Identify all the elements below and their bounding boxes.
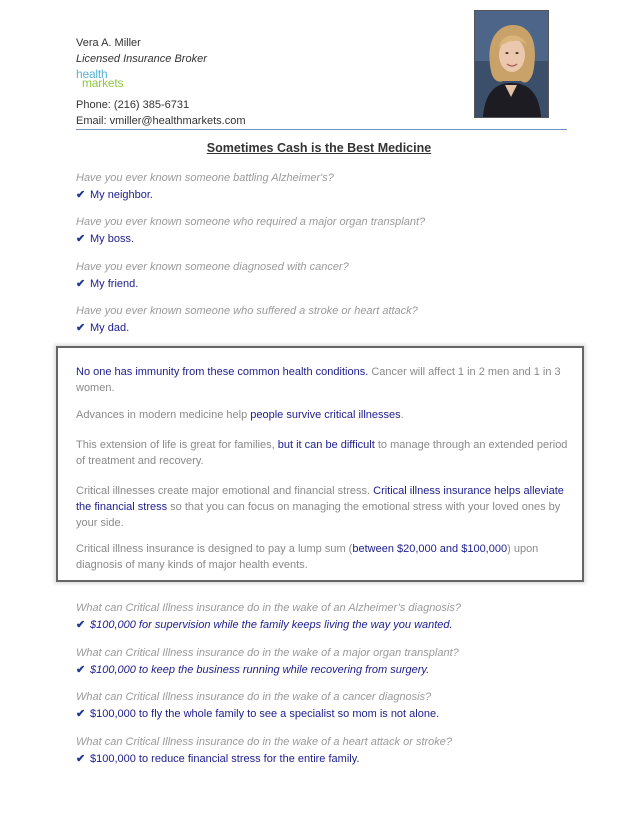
document-title: Sometimes Cash is the Best Medicine — [206, 141, 432, 155]
info-paragraph: This extension of life is great for families, but it can be difficult to manage through an extended period of treatment and recovery. — [76, 439, 568, 467]
answer-text: My friend. — [90, 278, 139, 290]
benefit-item — [76, 736, 452, 765]
benefit-answer-row — [76, 663, 459, 676]
broker-name: Vera A. Miller — [76, 37, 141, 49]
healthmarkets-logo — [76, 67, 125, 91]
question-text: Have you ever known someone who suffered a stroke or heart attack? — [76, 305, 418, 317]
question-item — [76, 261, 349, 290]
answer-row — [76, 232, 425, 245]
benefit-answer-row — [76, 752, 452, 765]
info-paragraph: No one has immunity from these common health conditions. Cancer will affect 1 in 2 men and 1 in 3 women. — [76, 366, 561, 394]
question-item — [76, 305, 418, 334]
logo-health-text: health — [76, 67, 108, 81]
answer-row — [76, 277, 349, 290]
question-text: Have you ever known someone diagnosed with cancer? — [76, 261, 349, 273]
benefit-question: What can Critical Illness insurance do in the wake of an Alzheimer’s diagnosis? — [76, 602, 461, 614]
question-item — [76, 216, 425, 245]
check-icon: ✔ — [76, 753, 86, 765]
answer-text: My boss. — [90, 233, 135, 245]
phone-number: Phone: (216) 385-6731 — [76, 99, 190, 111]
check-icon: ✔ — [76, 189, 86, 201]
benefit-question: What can Critical Illness insurance do in the wake of a cancer diagnosis? — [76, 691, 432, 703]
benefit-question: What can Critical Illness insurance do in the wake of a heart attack or stroke? — [76, 736, 453, 748]
benefit-answer: $100,000 to keep the business running while recovering from surgery. — [90, 664, 430, 676]
benefit-answer: $100,000 to fly the whole family to see a specialist so mom is not alone. — [90, 708, 440, 720]
question-text: Have you ever known someone battling Alzheimer's? — [76, 172, 334, 184]
broker-photo — [474, 10, 549, 118]
benefit-item — [76, 647, 459, 676]
benefit-answer: $100,000 to reduce financial stress for the entire family. — [90, 753, 360, 765]
logo-markets-text: markets. — [82, 76, 125, 90]
benefit-item — [76, 691, 439, 720]
answer-text: My dad. — [90, 322, 130, 334]
check-icon: ✔ — [76, 322, 86, 334]
info-paragraph: Critical illnesses create major emotional and financial stress. Critical illness insurance helps alleviate the financial stress so that you can focus on managing the emotional stress with your loved ones by your side. — [76, 485, 564, 529]
check-icon: ✔ — [76, 664, 86, 676]
benefit-answer-row — [76, 618, 461, 631]
check-icon: ✔ — [76, 233, 86, 245]
benefit-answer: $100,000 for supervision while the family keeps living the way you wanted. — [90, 619, 453, 631]
benefit-item — [76, 602, 461, 631]
check-icon: ✔ — [76, 619, 86, 631]
info-paragraph: Advances in modern medicine help people survive critical illnesses. — [76, 409, 404, 421]
answer-text: My neighbor. — [90, 189, 153, 201]
benefit-answer-row — [76, 707, 439, 720]
check-icon: ✔ — [76, 278, 86, 290]
answer-row — [76, 188, 334, 201]
info-paragraph: Critical illness insurance is designed to pay a lump sum (between $20,000 and $100,000) upon diagnosis of many kinds of major health events. — [76, 543, 539, 571]
question-text: Have you ever known someone who required a major organ transplant? — [76, 216, 426, 228]
benefit-question: What can Critical Illness insurance do in the wake of a major organ transplant? — [76, 647, 459, 659]
broker-title: Licensed Insurance Broker — [76, 53, 207, 65]
answer-row — [76, 321, 418, 334]
check-icon: ✔ — [76, 708, 86, 720]
header-divider — [76, 129, 567, 130]
question-item — [76, 172, 334, 201]
email-address: Email: vmiller@healthmarkets.com — [76, 115, 246, 127]
